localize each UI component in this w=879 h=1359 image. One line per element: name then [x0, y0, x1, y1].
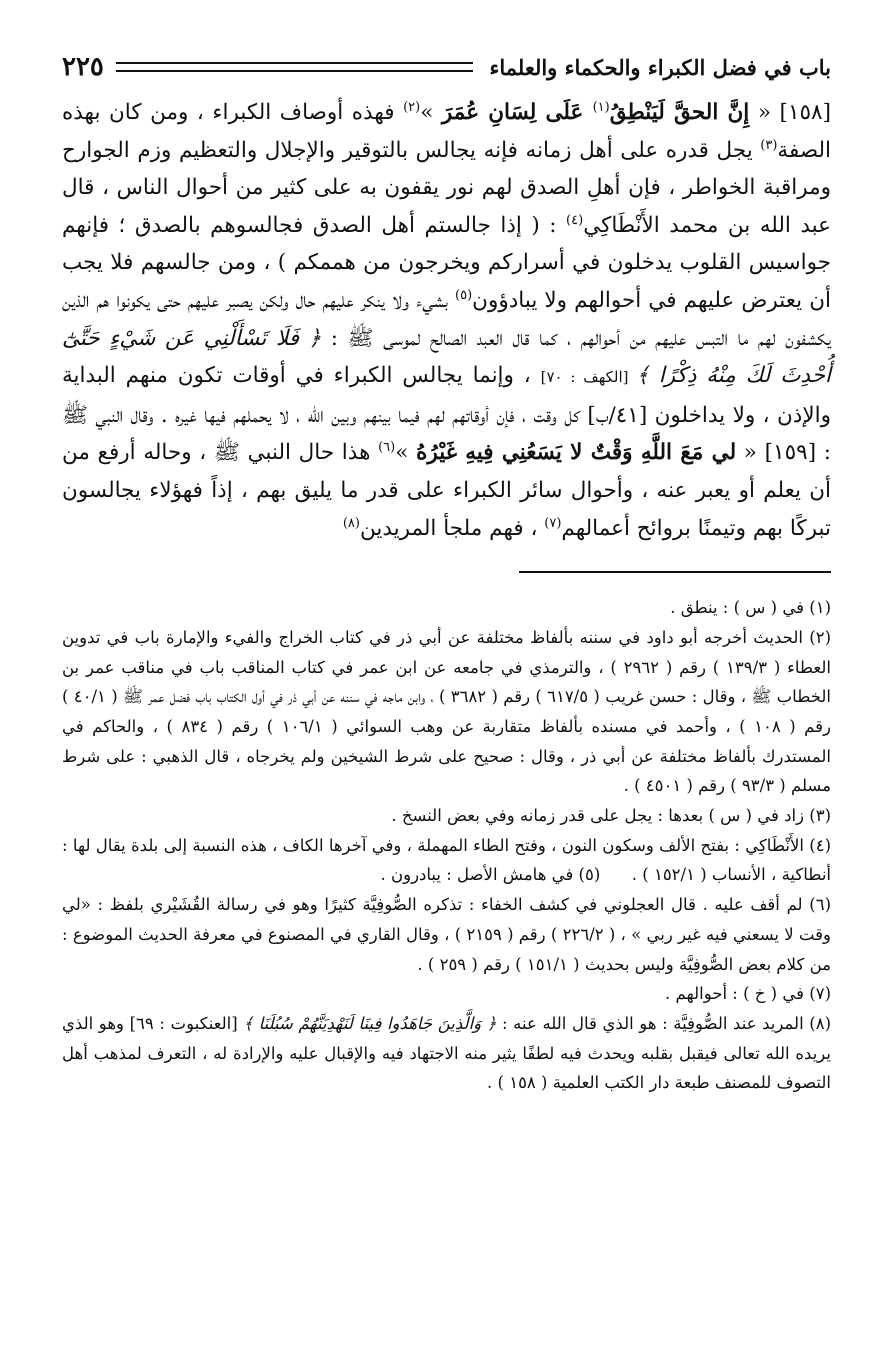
quran-reference: [الكهف : ٧٠]: [540, 368, 637, 387]
main-text: [62, 94, 831, 547]
footnote-8-text: (٨) المريد عند الصُّوفِيَّة : هو الذي قال الله عنه :: [496, 1013, 832, 1033]
footnote-ref: (١): [592, 99, 610, 115]
footnote-2: (٢) الحديث أخرجه أبو داود في سننه بألفاظ مختلفة عن أبي ذر في كتاب الخراج والفيء والإمارة باب في تدوين العطاء ( ١٣٩/٣ ) رقم ( ٢٩٦٢ ) ، والترمذي في جامعه عن ابن عمر في كتاب المناقب باب في مناقب عمر بن الخطاب ﷺ ، وقال : حسن غريب ( ٦١٧/٥ ) رقم ( ٣٦٨٢ ) ، وابن ماجه في سننه عن أبي ذر في أول الكتاب باب فضل عمر ﷺ ( ٤٠/١ ) رقم ( ١٠٨ ) ، وأحمد في مسنده بألفاظ متقاربة عن وهب السوائي ( ١٠٦/١ ) رقم ( ٨٣٤ ) ، والحاكم في المستدرك بألفاظ مختلفة عن أبي ذر ، وقال : صحيح على شرط الشيخين ولم يخرجاه ، قال الذهبي : على شرط مسلم ( ٩٣/٣ ) رقم ( ٤٥٠١ ) .: [62, 627, 832, 796]
text-run: »: [395, 440, 417, 466]
text-run: هذا حال النبي ﷺ ، وحاله أرفع من أن يعلم أو يعبر عنه ، وأحوال سائر الكبراء على قدر ما يليق بهم ، إذاً فهؤلاء يجالسون تبركًا بهم وتيمنًا بروائح أعمالهم: [62, 440, 831, 541]
running-header: [62, 46, 831, 88]
footnote-ref: (٧): [544, 515, 562, 531]
text-run: يجل قدره على أهل زمانه فإنه يجالس بالتوقير والإجلال والتعظيم وزم الجوارح ومراقبة الخواطر ، فإن أهلِ الصدق لهم نور يقفون به على كثير من أحوال الناس ، قال عبد الله بن محمد الأَنْطَاكِي: [62, 137, 831, 238]
footnote-3: (٣) زاد في ( س ) بعدها : يجل على قدر زمانه وفي بعض النسخ .: [391, 806, 831, 826]
header-double-rule: [116, 62, 474, 72]
footnote-ref: (٦): [378, 440, 396, 456]
footnote-ref: (٥): [455, 287, 473, 303]
text-run: فهذه أوصاف الكبراء ، ومن كان بهذه الصفة: [62, 100, 831, 163]
running-title: باب في فضل الكبراء والحكماء والعلماء: [489, 54, 831, 80]
footnote-8-text: [العنكبوت : ٦٩] وهو الذي يريده الله تعالى فيقبل بقلبه ويحدث فيه لطفًا يثير منه الاجتهاد فيه والإقبال عليه والإرادة له ، التعرف لمذهب أهل التصوف للمصنف طبعة دار الكتب العلمية ( ١٥٨ ) .: [62, 1013, 831, 1093]
text-run: بشيء ولا ينكر عليهم حال ولكن يصبر عليهم حتى يكونوا هم الذين يكشفون لهم ما التبس عليهم من أحوالهم ، كما قال العبد الصالح لموسى ﷺ :: [62, 287, 831, 351]
quran-verse: ﴿ وَالَّذِينَ جَاهَدُوا فِينَا لَنَهْدِيَنَّهُمْ سُبُلَنَا ﴾: [243, 1013, 497, 1033]
footnote-5: (٥) في هامش الأصل : يبادرون .: [380, 865, 601, 885]
footnote-separator: [519, 571, 831, 573]
footnotes: [62, 593, 831, 1098]
footnote-4: [62, 831, 831, 890]
hadith-text: إِنَّ الحقَّ لَيَنْطِقُ: [609, 100, 750, 125]
footnote-ref: (٨): [342, 515, 360, 531]
main-paragraph: [62, 94, 831, 547]
page-number: ٢٢٥: [62, 52, 104, 82]
hadith-text: عَلَى لِسَانِ عُمَرَ: [441, 100, 593, 125]
footnote-4-text: (٤) الأَنْطَاكِي : بفتح الألف وسكون النون ، وفتح الطاء المهملة ، وفي آخرها الكاف ، هذه النسبة إلى بلدة يقال لها : أنطاكية ، الأنساب ( ١٥٢/١ ) .: [62, 835, 831, 885]
text-run: [١٥٨] «: [749, 100, 831, 125]
text-run: ، فهم ملجأ المريدين: [359, 515, 545, 541]
footnote-6: (٦) لم أقف عليه . قال العجلوني في كشف الخفاء : تذكره الصُّوفِيَّة كثيرًا وهو في رسالة القُشَيْري بلفظ : «لي وقت لا يسعني فيه غير ربي » ، ( ٢٢٦/٢ ) رقم ( ٢١٥٩ ) ، وقال القاري في المصنوع في معرفة الحديث الموضوع : من كلام بعض الصُّوفِيَّة وليس بحديث ( ١٥١/١ ) رقم ( ٢٥٩ ) .: [62, 895, 831, 974]
hadith-text: لي مَعَ اللَّهِ وَقْتٌ لا يَسَعُنِي فِيهِ غَيْرُهُ: [416, 440, 737, 466]
footnote-ref: (٢): [403, 99, 421, 115]
footnote-1: (١) في ( س ) : ينطق .: [670, 598, 831, 618]
footnote-7: (٧) في ( خ ) : أحوالهم .: [665, 984, 831, 1004]
text-run: : ( إذا جالستم أهل الصدق فجالسوهم بالصدق ؛ فإنهم جواسيس القلوب يدخلون في أسراركم ويخرجون من هممكم ) ، ومن جالسهم فلا يجب أن يعترض عليهم في أحوالهم ولا يبادؤون: [62, 212, 831, 313]
text-run: ، وإنما يجالس الكبراء في أوقات تكون منهم البداية والإذن ، ولا يداخلون [٤١/ب] كل وقت ، فإن أوقاتهم لهم فيما بينهم وبين الله ، لا يحملهم فيها غيره . وقال النبي ﷺ : [١٥٩] «: [62, 363, 831, 466]
quran-verse: ﴿ فَلَا تَسْأَلْنِي عَن شَيْءٍ حَتَّىٰٓ أُحْدِثَ لَكَ مِنْهُ ذِكْرًا ﴾: [62, 325, 831, 389]
footnote-ref: (٣): [760, 137, 778, 153]
footnote-ref: (٤): [566, 212, 584, 228]
text-run: »: [420, 100, 442, 125]
footnote-8: [62, 1009, 831, 1098]
